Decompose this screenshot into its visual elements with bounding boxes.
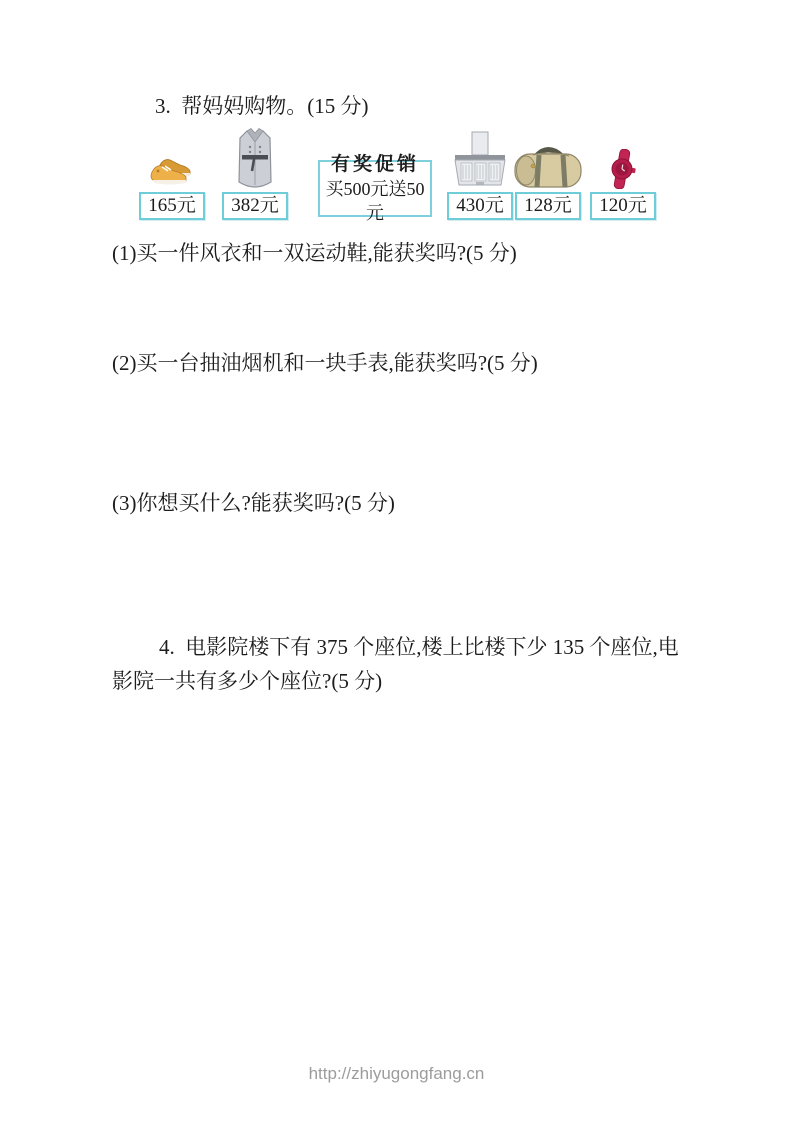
question-3-sub-1: (1)买一件风衣和一双运动鞋,能获奖吗?(5 分): [112, 241, 517, 265]
question-3-sub-3: (3)你想买什么?能获奖吗?(5 分): [112, 491, 395, 515]
product-duffel-bag: [515, 130, 581, 220]
range-hood-icon: [451, 131, 509, 189]
price-tag: 430元: [447, 192, 513, 220]
product-range-hood: [450, 130, 510, 220]
price-tag: 165元: [139, 192, 205, 220]
product-coat: [226, 130, 284, 220]
promo-title: 有奖促销: [330, 153, 419, 175]
question-3-title: 3. 帮妈妈购物。(15 分): [155, 94, 369, 118]
coat-icon: [232, 127, 278, 189]
question-3-sub-2: (2)买一台抽油烟机和一块手表,能获奖吗?(5 分): [112, 351, 538, 375]
promo-offer: 买500元送50元: [325, 178, 425, 223]
price-tag: 120元: [590, 192, 656, 220]
price-tag: 128元: [515, 192, 581, 220]
product-watch: [596, 130, 650, 220]
sneakers-icon: [148, 153, 196, 189]
product-sneakers: [142, 130, 202, 220]
watch-icon: [608, 149, 638, 189]
price-tag: 382元: [222, 192, 288, 220]
duffel-bag-icon: [513, 143, 583, 189]
footer-url: http://zhiyugongfang.cn: [308, 1064, 485, 1083]
promo-sign: [318, 153, 432, 223]
question-4-text: 4. 电影院楼下有 375 个座位,楼上比楼下少 135 个座位,电影院一共有多少个座位?(5 分): [112, 635, 679, 693]
